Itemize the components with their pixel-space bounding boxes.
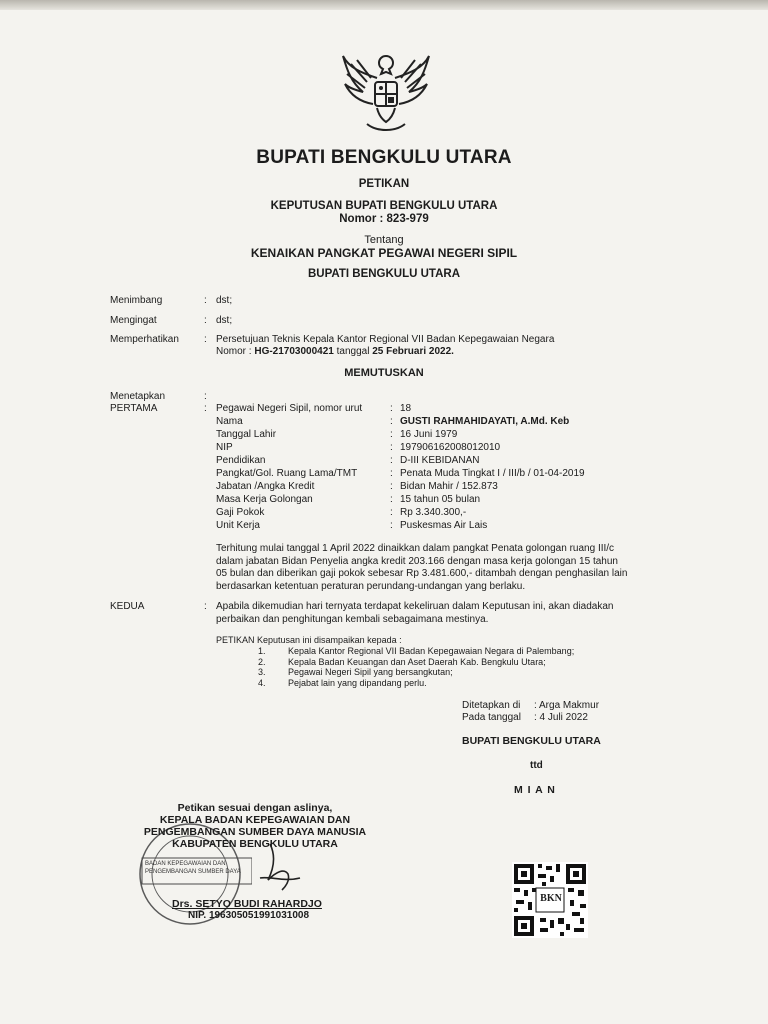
colon: :: [390, 442, 393, 453]
paragraph-line: perbaikan dan penghitungan kembali sebagaimana mestinya.: [216, 613, 489, 625]
memperhatikan-line1: Persetujuan Teknis Kepala Kantor Regional VII Badan Kepegawaian Negara: [216, 334, 555, 345]
menimbang-value: dst;: [216, 295, 233, 306]
colon: :: [204, 391, 207, 402]
field-label: Pendidikan: [216, 455, 266, 466]
memperhatikan-line2: [216, 346, 454, 357]
field-value: 18: [400, 403, 412, 414]
list-item: 4. Pejabat lain yang dipandang perlu.: [258, 677, 427, 688]
certified-line: PENGEMBANGAN SUMBER DAYA MANUSIA: [143, 826, 367, 838]
colon: :: [390, 507, 393, 518]
distribution-list: [258, 646, 574, 688]
field-label: Nama: [216, 416, 243, 427]
certifier-nip: NIP. 196305051991031008: [188, 910, 310, 921]
place-label: Ditetapkan di: [462, 700, 521, 711]
date-label: Pada tanggal: [462, 712, 521, 723]
field-label: Masa Kerja Golongan: [216, 494, 313, 505]
colon: :: [390, 481, 393, 492]
tentang-label: Tentang: [364, 234, 404, 246]
list-item: 1. Kepala Kantor Regional VII Badan Kepegawaian Negara di Palembang;: [258, 646, 575, 656]
field-value: Penata Muda Tingkat I / III/b / 01-04-2019: [400, 468, 585, 479]
colon: :: [204, 315, 207, 326]
persetujuan-date: 25 Februari 2022.: [372, 346, 454, 357]
field-label: Unit Kerja: [216, 520, 260, 531]
ttd-label: ttd: [530, 760, 543, 771]
certifier-name: Drs. SETYO BUDI RAHARDJO: [172, 898, 322, 910]
decree-number: [0, 213, 768, 225]
field-label: Pegawai Negeri Sipil, nomor urut: [216, 403, 363, 414]
field-label: Jabatan /Angka Kredit: [216, 481, 315, 492]
colon: :: [204, 334, 207, 345]
field-label: Pangkat/Gol. Ruang Lama/TMT: [216, 468, 358, 479]
list-item: 2. Kepala Badan Keuangan dan Aset Daerah Kab. Bengkulu Utara;: [258, 656, 546, 667]
colon: :: [204, 601, 207, 612]
decree-subject: KENAIKAN PANGKAT PEGAWAI NEGERI SIPIL: [250, 246, 518, 260]
menetapkan-label: Menetapkan: [110, 391, 166, 402]
distribution-intro: PETIKAN Keputusan ini disampaikan kepada :: [216, 635, 402, 645]
persetujuan-number: HG-21703000421: [254, 346, 334, 357]
colon: :: [390, 416, 393, 427]
paragraph-line: berdasarkan ketentuan peraturan perundang-undangan yang berlaku.: [216, 580, 526, 592]
pertama-paragraph: [216, 543, 676, 593]
petikan-heading: PETIKAN: [358, 178, 410, 190]
paragraph-line: Apabila dikemudian hari ternyata terdapat kekeliruan dalam Keputusan ini, akan diadakan: [216, 601, 614, 612]
field-label: Gaji Pokok: [216, 507, 265, 518]
paragraph-line: dalam jabatan Bidan Penyelia angka kredit 203.166 dengan masa kerja golongan 15 tahun: [216, 555, 618, 567]
kedua-label: KEDUA: [110, 601, 145, 612]
field-value: 16 Juni 1979: [400, 429, 458, 440]
stamp-text: BADAN KEPEGAWAIAN DAN PENGEMBANGAN SUMBER DAYA: [145, 861, 241, 875]
authority-heading: BUPATI BENGKULU UTARA: [307, 268, 461, 280]
nomor-value: 823-979: [386, 213, 429, 225]
memutuskan-heading: MEMUTUSKAN: [344, 367, 424, 379]
field-value: Bidan Mahir / 152.873: [400, 481, 498, 492]
tanggal-word: tanggal: [333, 346, 373, 357]
date-value: : 4 Juli 2022: [534, 712, 588, 723]
place-value: : Arga Makmur: [534, 700, 600, 711]
certified-block: [120, 802, 390, 850]
field-label: NIP: [216, 442, 233, 453]
paragraph-line: Terhitung mulai tanggal 1 April 2022 dinaikkan dalam pangkat Penata golongan ruang III/c: [216, 543, 615, 554]
employee-name: GUSTI RAHMAHIDAYATI, A.Md. Keb: [400, 416, 570, 427]
certified-line: KABUPATEN BENGKULU UTARA: [172, 838, 338, 850]
signer-title: BUPATI BENGKULU UTARA: [462, 735, 601, 747]
signer-name: M I A N: [514, 784, 556, 796]
nomor-prefix: Nomor :: [216, 346, 255, 357]
field-value: 15 tahun 05 bulan: [400, 494, 481, 505]
garuda-emblem-icon: [337, 48, 435, 140]
colon: :: [390, 520, 393, 531]
colon: :: [204, 295, 207, 306]
colon: :: [390, 455, 393, 466]
certified-line: Petikan sesuai dengan aslinya,: [177, 802, 333, 814]
field-label: Tanggal Lahir: [216, 429, 277, 440]
bkn-logo-text: BKN: [540, 893, 562, 904]
field-value: D-III KEBIDANAN: [400, 455, 480, 466]
colon: :: [390, 429, 393, 440]
keputusan-heading: KEPUTUSAN BUPATI BENGKULU UTARA: [270, 200, 498, 212]
document-title: BUPATI BENGKULU UTARA: [256, 147, 512, 168]
certified-line: KEPALA BADAN KEPEGAWAIAN DAN: [159, 814, 351, 826]
pertama-label: PERTAMA: [110, 403, 158, 414]
kedua-paragraph: [216, 601, 676, 626]
field-value: 197906162008012010: [400, 442, 501, 453]
mengingat-value: dst;: [216, 315, 233, 326]
field-value: Rp 3.340.300,-: [400, 507, 467, 518]
mengingat-label: Mengingat: [110, 315, 157, 326]
paragraph-line: 05 bulan dan diberikan gaji pokok sebesar Rp 3.481.600,- ditambah dengan penghasilan lain: [216, 568, 628, 579]
colon: :: [390, 468, 393, 479]
menimbang-label: Menimbang: [110, 295, 163, 306]
list-item: 3. Pegawai Negeri Sipil yang bersangkutan;: [258, 667, 453, 677]
colon: :: [204, 403, 207, 414]
nomor-label: Nomor :: [339, 213, 384, 225]
memperhatikan-label: Memperhatikan: [110, 334, 179, 345]
colon: :: [390, 403, 393, 414]
field-value: Puskesmas Air Lais: [400, 520, 488, 531]
colon: :: [390, 494, 393, 505]
